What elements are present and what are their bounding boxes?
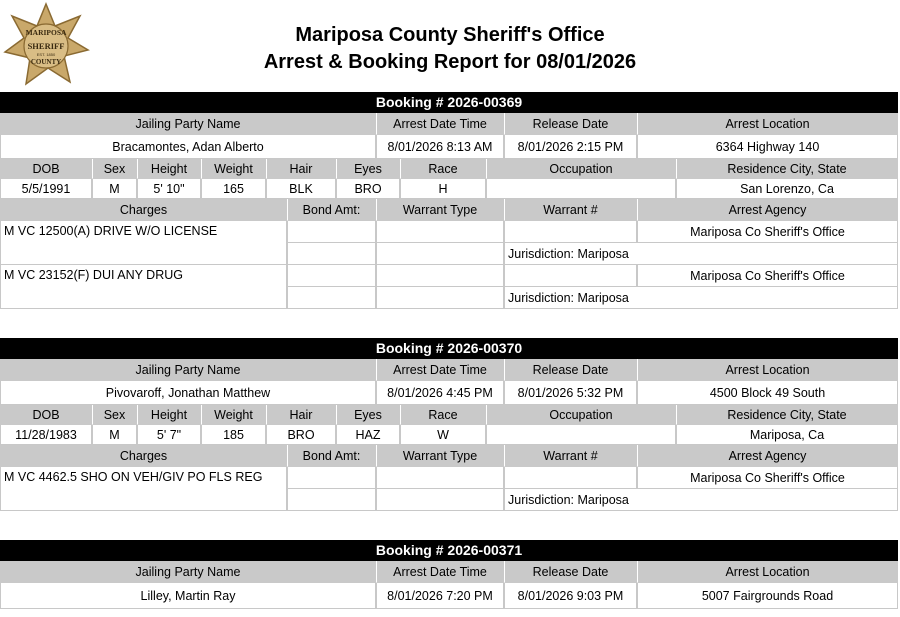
warrant-type-header: Warrant Type xyxy=(376,199,504,221)
warrant-type xyxy=(376,467,504,489)
warrant-number-header: Warrant # xyxy=(504,445,637,467)
badge-text-small: EST. 1850 xyxy=(36,52,56,57)
warrant-number xyxy=(504,265,637,287)
arrest-location-header: Arrest Location xyxy=(637,359,898,381)
arrest-agency: Mariposa Co Sheriff's Office xyxy=(637,265,898,287)
title-line-2: Arrest & Booking Report for 08/01/2026 xyxy=(263,51,637,73)
race-value: W xyxy=(400,425,486,445)
residence-header: Residence City, State xyxy=(676,405,898,425)
arrest-date-time: 8/01/2026 4:45 PM xyxy=(376,381,504,405)
jurisdiction: Jurisdiction: Mariposa xyxy=(504,243,898,265)
blank-cell xyxy=(287,243,376,265)
arrest-agency-header: Arrest Agency xyxy=(637,445,898,467)
sex-header: Sex xyxy=(92,405,137,425)
height-value: 5' 10" xyxy=(137,179,201,199)
jailing-party-name: Bracamontes, Adan Alberto xyxy=(0,135,376,159)
release-dt-header: Release Date xyxy=(504,561,637,583)
race-header: Race xyxy=(400,159,486,179)
blank-cell xyxy=(287,287,376,309)
report-title xyxy=(0,22,900,76)
sex-value: M xyxy=(92,425,137,445)
hair-value: BLK xyxy=(266,179,336,199)
hair-value: BRO xyxy=(266,425,336,445)
dob-header: DOB xyxy=(0,159,92,179)
blank-cell xyxy=(376,243,504,265)
booking-number: Booking # 2026-00371 xyxy=(0,540,898,561)
eyes-header: Eyes xyxy=(336,405,400,425)
warrant-type xyxy=(376,265,504,287)
booking-record xyxy=(0,92,898,309)
arrest-location-header: Arrest Location xyxy=(637,113,898,135)
arrest-dt-header: Arrest Date Time xyxy=(376,113,504,135)
release-date: 8/01/2026 2:15 PM xyxy=(504,135,637,159)
height-header: Height xyxy=(137,159,201,179)
release-date: 8/01/2026 5:32 PM xyxy=(504,381,637,405)
jurisdiction: Jurisdiction: Mariposa xyxy=(504,489,898,511)
dob-header: DOB xyxy=(0,405,92,425)
arrest-location: 5007 Fairgrounds Road xyxy=(637,583,898,609)
title-line-1: Mariposa County Sheriff's Office xyxy=(295,24,605,46)
weight-header: Weight xyxy=(201,159,266,179)
arrest-location-header: Arrest Location xyxy=(637,561,898,583)
arrest-location: 4500 Block 49 South xyxy=(637,381,898,405)
charge-row xyxy=(0,467,898,511)
occupation-value xyxy=(486,425,676,445)
charge-row xyxy=(0,221,898,265)
height-value: 5' 7" xyxy=(137,425,201,445)
dob-value: 5/5/1991 xyxy=(0,179,92,199)
arrest-date-time: 8/01/2026 7:20 PM xyxy=(376,583,504,609)
blank-cell xyxy=(376,287,504,309)
warrant-type-header: Warrant Type xyxy=(376,445,504,467)
blank-cell xyxy=(287,489,376,511)
height-header: Height xyxy=(137,405,201,425)
bond-amount xyxy=(287,221,376,243)
booking-number: Booking # 2026-00369 xyxy=(0,92,898,113)
bond-header: Bond Amt: xyxy=(287,199,376,221)
jailing-party-name: Pivovaroff, Jonathan Matthew xyxy=(0,381,376,405)
charge-text: M VC 23152(F) DUI ANY DRUG xyxy=(0,265,287,309)
sex-header: Sex xyxy=(92,159,137,179)
bond-amount xyxy=(287,265,376,287)
eyes-value: HAZ xyxy=(336,425,400,445)
arrest-agency-header: Arrest Agency xyxy=(637,199,898,221)
residence-value: Mariposa, Ca xyxy=(676,425,898,445)
sex-value: M xyxy=(92,179,137,199)
arrest-agency: Mariposa Co Sheriff's Office xyxy=(637,221,898,243)
badge-text-top: MARIPOSA xyxy=(25,28,67,37)
bond-amount xyxy=(287,467,376,489)
charge-text: M VC 4462.5 SHO ON VEH/GIV PO FLS REG xyxy=(0,467,287,511)
arrest-location: 6364 Highway 140 xyxy=(637,135,898,159)
arrest-date-time: 8/01/2026 8:13 AM xyxy=(376,135,504,159)
release-date: 8/01/2026 9:03 PM xyxy=(504,583,637,609)
bond-header: Bond Amt: xyxy=(287,445,376,467)
badge-text-middle: SHERIFF xyxy=(27,41,65,51)
charge-text: M VC 12500(A) DRIVE W/O LICENSE xyxy=(0,221,287,265)
arrest-dt-header: Arrest Date Time xyxy=(376,359,504,381)
booking-record xyxy=(0,540,898,609)
jailing-party-header: Jailing Party Name xyxy=(0,113,376,135)
charges-header: Charges xyxy=(0,199,287,221)
weight-value: 165 xyxy=(201,179,266,199)
jailing-party-name: Lilley, Martin Ray xyxy=(0,583,376,609)
occupation-header: Occupation xyxy=(486,159,676,179)
jailing-party-header: Jailing Party Name xyxy=(0,561,376,583)
hair-header: Hair xyxy=(266,159,336,179)
hair-header: Hair xyxy=(266,405,336,425)
residence-value: San Lorenzo, Ca xyxy=(676,179,898,199)
warrant-type xyxy=(376,221,504,243)
release-dt-header: Release Date xyxy=(504,359,637,381)
booking-number: Booking # 2026-00370 xyxy=(0,338,898,359)
dob-value: 11/28/1983 xyxy=(0,425,92,445)
occupation-header: Occupation xyxy=(486,405,676,425)
badge-text-bottom: COUNTY xyxy=(30,58,62,66)
blank-cell xyxy=(376,489,504,511)
weight-header: Weight xyxy=(201,405,266,425)
arrest-dt-header: Arrest Date Time xyxy=(376,561,504,583)
warrant-number xyxy=(504,221,637,243)
eyes-value: BRO xyxy=(336,179,400,199)
race-value: H xyxy=(400,179,486,199)
charges-header: Charges xyxy=(0,445,287,467)
occupation-value xyxy=(486,179,676,199)
report-header xyxy=(0,0,900,88)
jurisdiction: Jurisdiction: Mariposa xyxy=(504,287,898,309)
race-header: Race xyxy=(400,405,486,425)
release-dt-header: Release Date xyxy=(504,113,637,135)
charge-row xyxy=(0,265,898,309)
warrant-number-header: Warrant # xyxy=(504,199,637,221)
residence-header: Residence City, State xyxy=(676,159,898,179)
eyes-header: Eyes xyxy=(336,159,400,179)
jailing-party-header: Jailing Party Name xyxy=(0,359,376,381)
booking-record xyxy=(0,338,898,511)
arrest-agency: Mariposa Co Sheriff's Office xyxy=(637,467,898,489)
warrant-number xyxy=(504,467,637,489)
weight-value: 185 xyxy=(201,425,266,445)
